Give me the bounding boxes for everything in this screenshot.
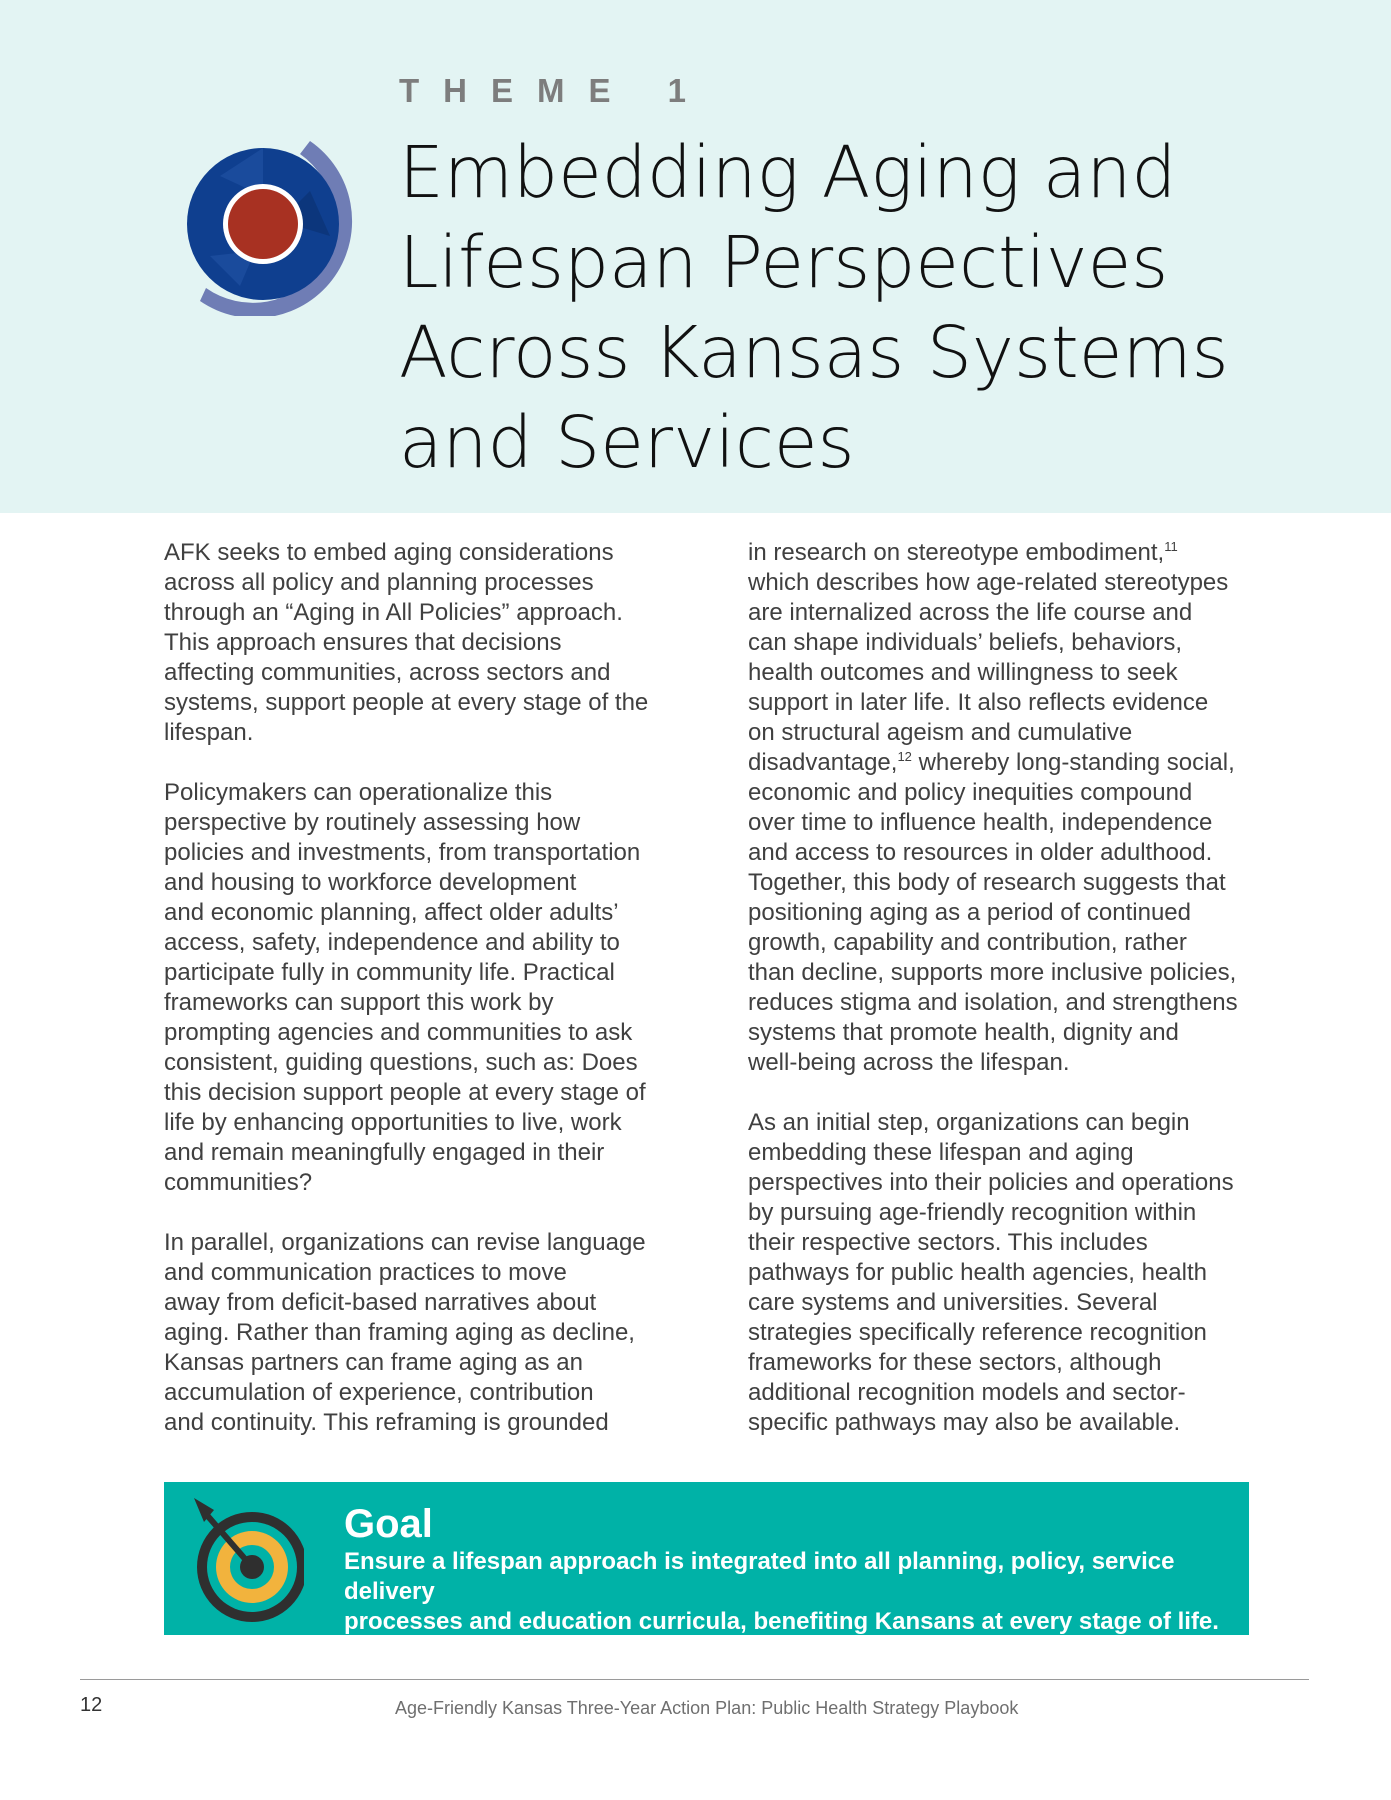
page-number: 12	[80, 1694, 103, 1716]
paragraph-text: whereby long-standing social, economic and policy inequities compound over time to influence health, independence and access to resources in older adulthood. Together, this body of research suggests that positioning aging as a period of continued growth, capability and contribution, rather than decline, supports more inclusive policies, reduces stigma and isolation, and strengthens systems that promote health, dignity and well-being across the lifespan.	[748, 749, 1238, 1076]
goal-callout	[164, 1482, 1249, 1635]
page-title: Embedding Aging and Lifespan Perspectives Across Kansas Systems and Services	[399, 131, 1229, 484]
target-arrow-icon	[184, 1492, 304, 1624]
goal-heading: Goal	[344, 1502, 433, 1546]
paragraph: As an initial step, organizations can begin embedding these lifespan and aging perspectives into their policies and operations by pursuing age-friendly recognition within their respective sectors. This includes pathways for public health agencies, health care systems and universities. Several strategies specifically reference recognition frameworks for these sectors, although additional recognition models and sector- specific pathways may also be available.	[748, 1109, 1234, 1436]
body-left-column	[164, 538, 679, 1438]
footnote-ref[interactable]: 12	[897, 749, 912, 764]
paragraph	[748, 538, 1263, 1078]
body-right-column	[748, 538, 1263, 1438]
theme-header	[0, 0, 1391, 513]
paragraph: AFK seeks to embed aging considerations across all policy and planning processes through an “Aging in All Policies” approach. This approach ensures that decisions affecting communities, across sectors and systems, support people at every stage of the lifespan.	[164, 539, 649, 746]
paragraph: Policymakers can operationalize this perspective by routinely assessing how policies and investments, from transportation and housing to workforce development and economic planning, affect older adults’ access, safety, independence and ability to participate fully in community life. Practical frameworks can support this work by prompting agencies and communities to ask consistent, guiding questions, such as: Does this decision support people at every stage of life by enhancing opportunities to live, work and remain meaningfully engaged in their communities?	[164, 779, 646, 1196]
paragraph-text: in research on stereotype embodiment,	[748, 539, 1165, 566]
footnote-ref[interactable]: 11	[1164, 539, 1178, 554]
paragraph: In parallel, organizations can revise language and communication practices to move away from deficit-based narratives about aging. Rather than framing aging as decline, Kansas partners can frame aging as an accumulation of experience, contribution and continuity. This reframing is grounded	[164, 1229, 646, 1436]
theme-label: THEME 1	[399, 72, 711, 109]
theme-logo-icon	[160, 136, 370, 316]
footer-title: Age-Friendly Kansas Three-Year Action Plan: Public Health Strategy Playbook	[395, 1698, 1019, 1718]
paragraph-text: which describes how age-related stereotypes are internalized across the life course and can shape individuals’ beliefs, behaviors, health outcomes and willingness to seek support in later life. It also reflects evidence on structural ageism and cumulative disadvantage,	[748, 569, 1229, 776]
goal-text: Ensure a lifespan approach is integrated into all planning, policy, service delivery processes and education curricula, benefiting Kansans at every stage of life.	[344, 1548, 1219, 1635]
footer-divider	[80, 1679, 1309, 1680]
